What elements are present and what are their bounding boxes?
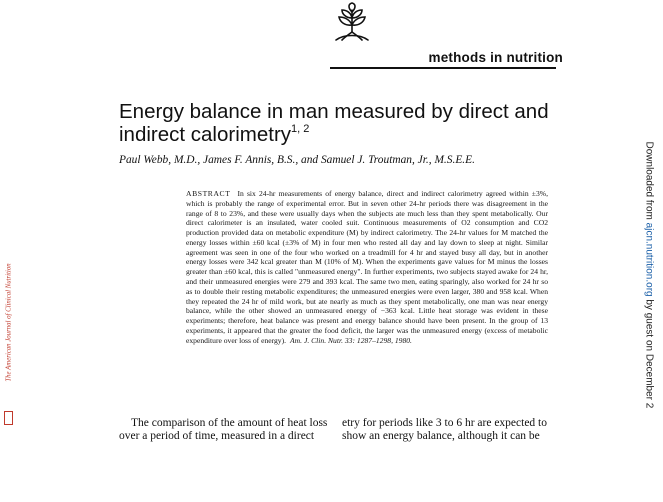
section-label: methods in nutrition: [428, 50, 563, 65]
download-link[interactable]: ajcn.nutrition.org: [643, 222, 655, 297]
header-rule: [330, 67, 556, 69]
sprouting-plant-logo-icon: [328, 2, 376, 42]
download-notice: [644, 142, 655, 502]
article-title: [119, 100, 559, 146]
journal-logo-icon: [4, 411, 13, 425]
author-list: Paul Webb, M.D., James F. Annis, B.S., and Samuel J. Troutman, Jr., M.S.E.E.: [119, 154, 475, 166]
body-column-left: The comparison of the amount of heat loss over a period of time, measured in a direct: [119, 417, 328, 442]
download-prefix: Downloaded from: [643, 141, 655, 220]
journal-margin-label: The American Journal of Clinical Nutrition: [5, 263, 13, 382]
abstract-text: In six 24-hr measurements of energy balance, direct and indirect calorimetry agreed within ±3%, which is probably the range of experimental error. But in seven other 24-hr periods there was disagreement in the range of 8 to 23%, and these were usually days when the subjects ate much less than they spent metabolically. Our direct calorimeter is an insulated, water cooled suit. Continuous measurements of O2 consumption and CO2 production provided data on metabolic expenditure (M) by indirect calorimetry. The 24-hr values for M matched the energy losses within ±60 kcal (±3% of M) in four men who rested all day and lay down to sleep at night. Similar agreement was seen in one of the four who worked on a treadmill for 4 hr and stayed busy all day, but in another energy losses were 342 kcal greater than M (10% of M). When the experiments gave values for M minus the losses greater than ±60 kcal, this is called "unmeasured energy". In further experiments, two subjects stayed awake for 24 hr, and their unmeasured energies were 279 and 393 kcal. The same two men, eating sparingly, also worked for 24 hr so as to double their resting metabolic expenditures; the unmeasured energies were even larger, 380 and 958 kcal. When they repeated the 24 hr of mild work, but ate nearly as much as they spent metabolically, one man was near energy balance, while the other showed an unmeasured energy of −363 kcal. Little heat storage was evident in these experiments; therefore, heat balance was present and energy balance should have been present. In the group of 13 experiments, it appeared that the greater the food deficit, the larger was the unmeasured energy (excess of metabolic expenditure over loss of energy).: [186, 189, 548, 345]
body-column-right: etry for periods like 3 to 6 hr are expected to show an energy balance, although it can be: [342, 417, 548, 442]
title-footnote-marks: 1, 2: [291, 123, 310, 135]
abstract-heading: ABSTRACT: [186, 189, 231, 198]
abstract: [186, 189, 548, 346]
download-suffix: by guest on December 2: [643, 299, 655, 409]
article-title-text: Energy balance in man measured by direct and indirect calorimetry: [119, 100, 549, 146]
abstract-citation: Am. J. Clin. Nutr. 33: 1287–1298, 1980.: [290, 335, 412, 345]
